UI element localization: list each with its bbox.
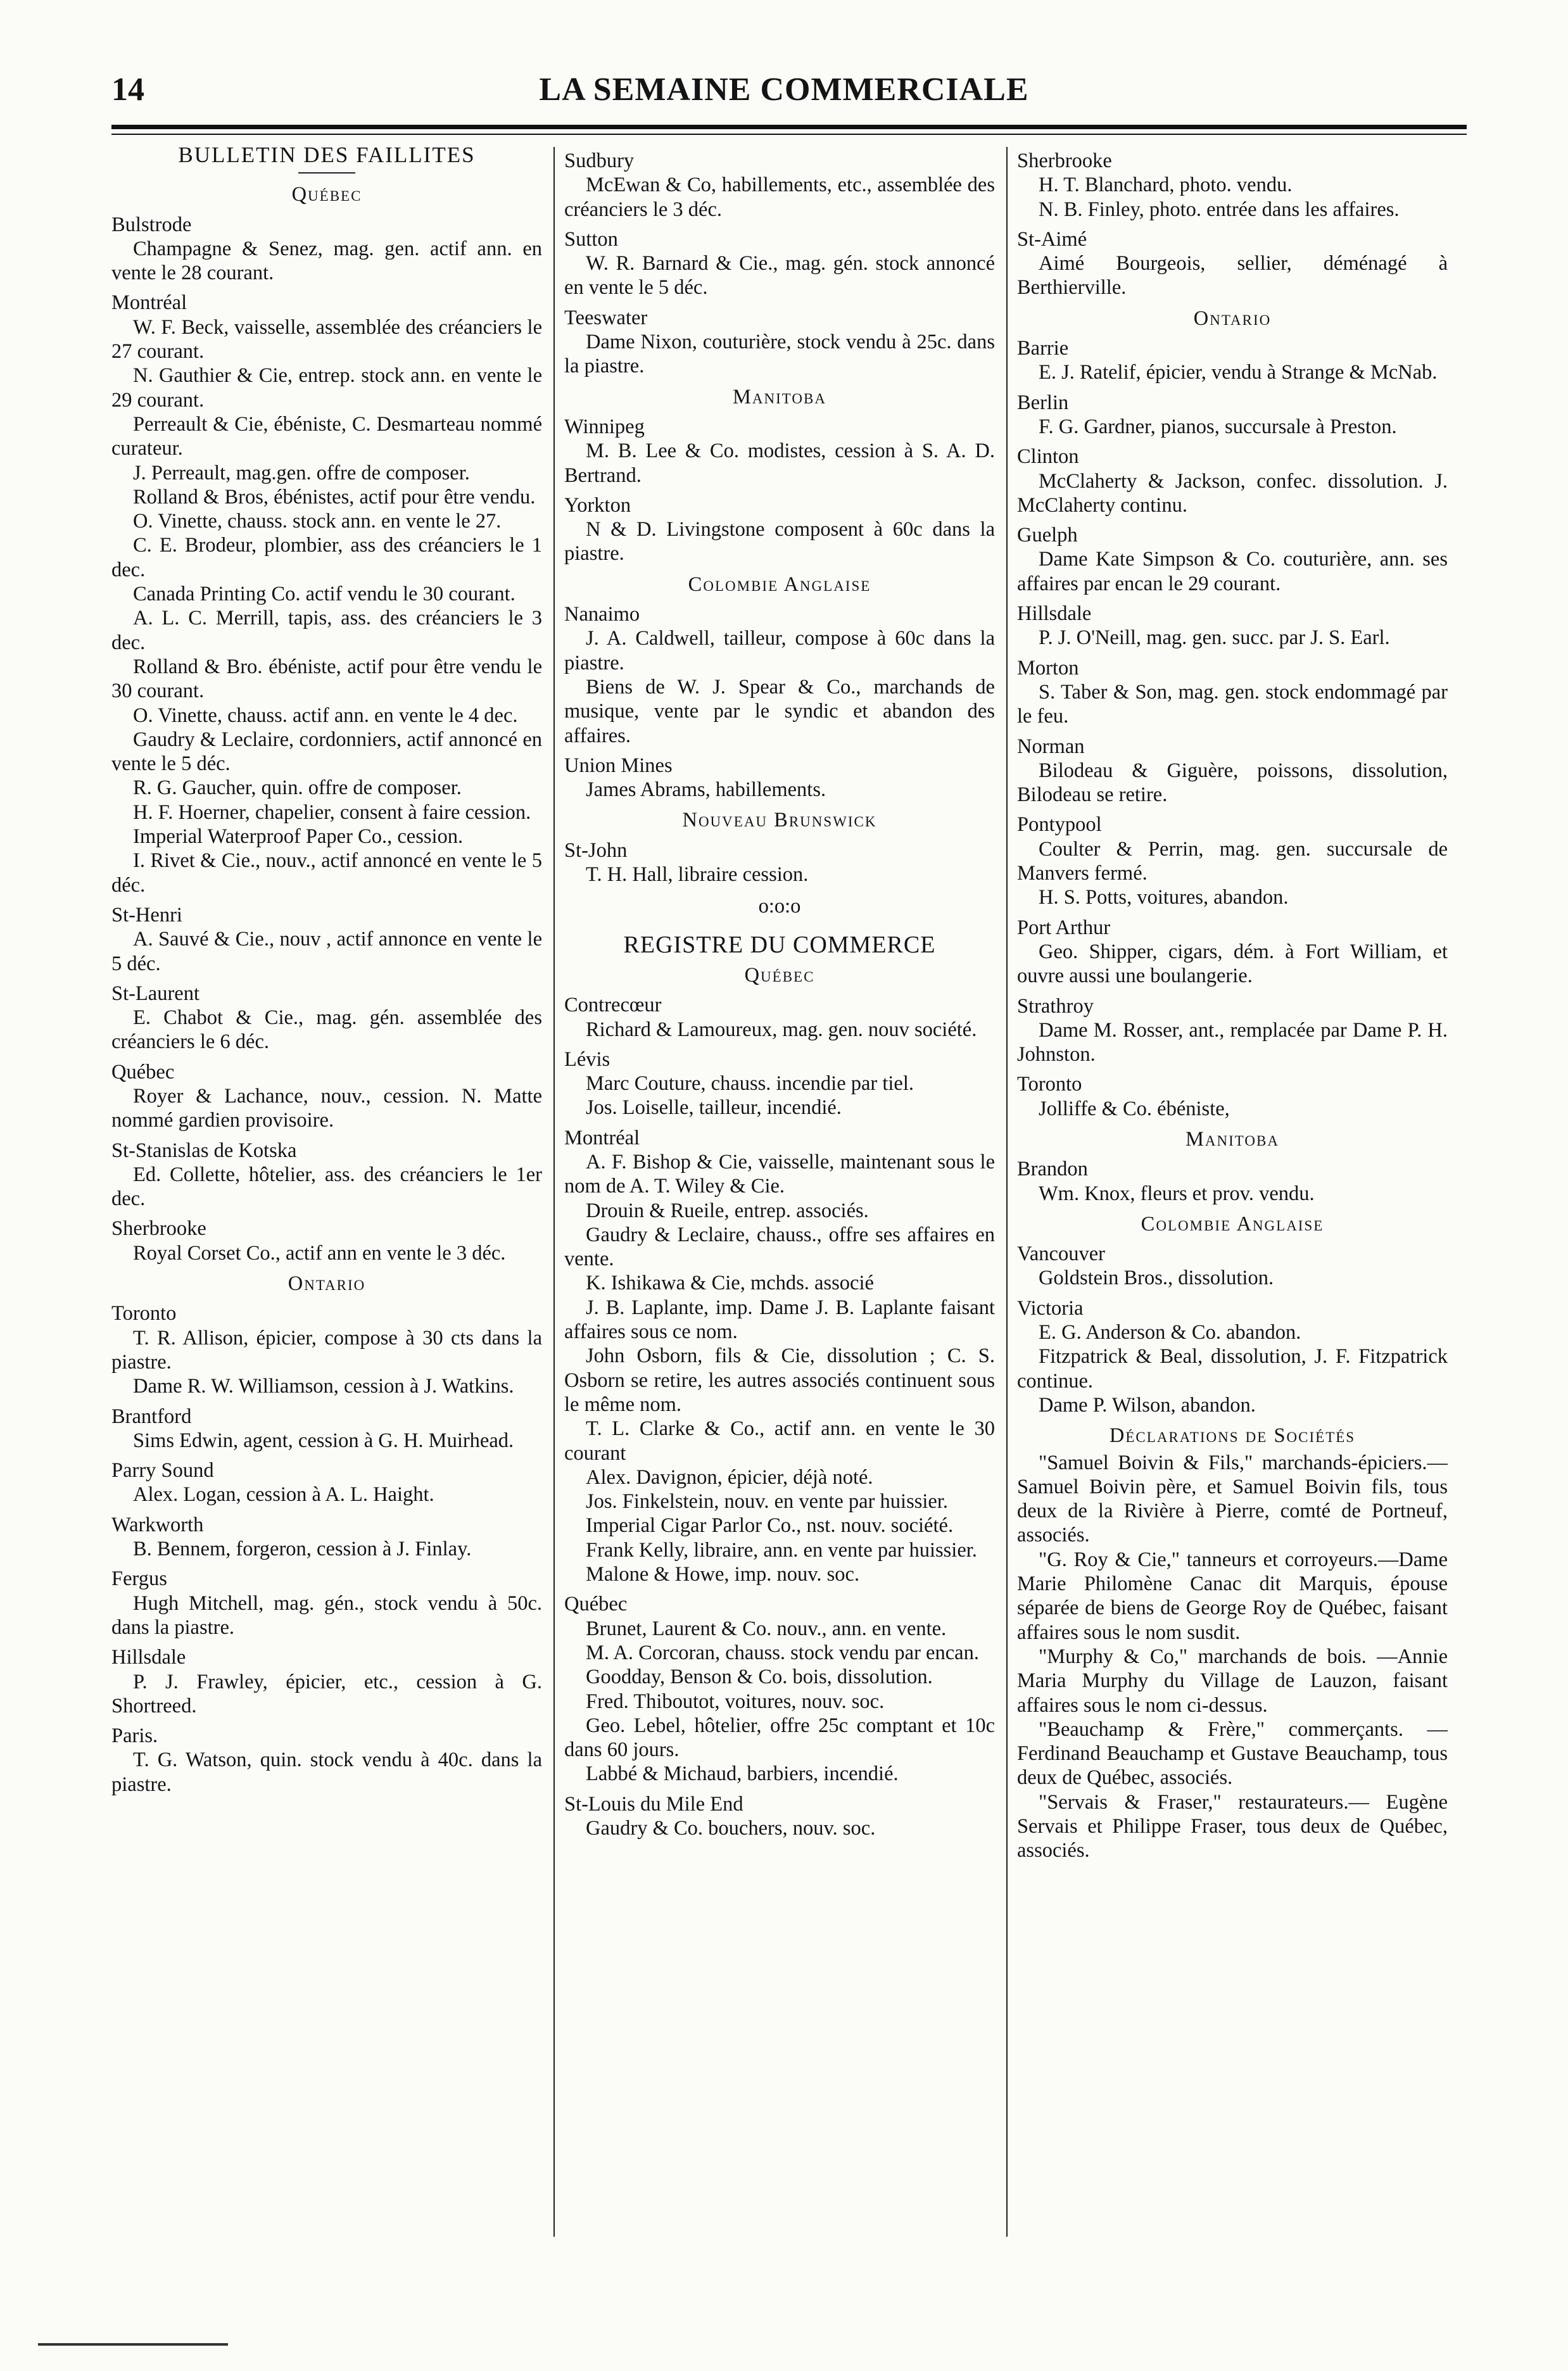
place-name: Port Arthur bbox=[1017, 916, 1111, 939]
listing-entry: W. R. Barnard & Cie., mag. gén. stock annoncé en vente le 5 déc. bbox=[564, 252, 995, 300]
listing-entry: Royal Corset Co., actif ann en vente le 3 déc. bbox=[133, 1241, 506, 1265]
place-name: Bulstrode bbox=[111, 213, 192, 236]
header-thick-rule bbox=[111, 125, 1467, 129]
place-name: Norman bbox=[1017, 735, 1085, 758]
page-number: 14 bbox=[111, 72, 144, 108]
section-heading: Colombie Anglaise bbox=[688, 572, 871, 596]
listing-entry: W. F. Beck, vaisselle, assemblée des créanciers le 27 courant. bbox=[111, 315, 542, 364]
header-thin-rule bbox=[111, 134, 1467, 135]
listing-entry: A. F. Bishop & Cie, vaisselle, maintenant sous le nom de A. T. Wiley & Cie. bbox=[564, 1150, 995, 1198]
listing-entry: F. G. Gardner, pianos, succursale à Preston. bbox=[1039, 415, 1397, 438]
listing-entry: "Beauchamp & Frère," commerçants. —Ferdinand Beauchamp et Gustave Beauchamp, tous deux de Québec, associés. bbox=[1017, 1717, 1448, 1790]
listing-entry: A. Sauvé & Cie., nouv , actif annonce en vente le 5 déc. bbox=[111, 928, 542, 975]
listing-entry: T. L. Clarke & Co., actif ann. en vente le 30 courant bbox=[564, 1417, 995, 1465]
listing-entry: Fred. Thiboutot, voitures, nouv. soc. bbox=[586, 1690, 885, 1713]
listing-entry: N & D. Livingstone composent à 60c dans la piastre. bbox=[564, 518, 995, 566]
listing-entry: P. J. O'Neill, mag. gen. succ. par J. S. Earl. bbox=[1039, 626, 1390, 650]
listing-entry: Canada Printing Co. actif vendu le 30 courant. bbox=[133, 583, 515, 606]
place-name: St-John bbox=[564, 838, 628, 862]
place-name: St-Henri bbox=[111, 903, 182, 926]
section-heading: Québec bbox=[744, 963, 815, 987]
column-right bbox=[1017, 143, 1448, 2246]
listing-entry: Imperial Cigar Parlor Co., nst. nouv. société. bbox=[586, 1514, 954, 1538]
place-name: Sudbury bbox=[564, 149, 635, 172]
listing-entry: Gaudry & Leclaire, cordonniers, actif annoncé en vente le 5 déc. bbox=[111, 728, 542, 776]
listing-entry: Richard & Lamoureux, mag. gen. nouv société. bbox=[586, 1018, 977, 1041]
listing-entry: Champagne & Senez, mag. gen. actif ann. en vente le 28 courant. bbox=[111, 237, 542, 285]
listing-entry: A. L. C. Merrill, tapis, ass. des créanciers le 3 dec. bbox=[111, 607, 542, 654]
listing-entry: Imperial Waterproof Paper Co., cession. bbox=[133, 825, 464, 849]
listing-entry: Rolland & Bro. ébéniste, actif pour être vendu le 30 courant. bbox=[111, 655, 542, 703]
ornament: o:o:o bbox=[758, 895, 801, 918]
listing-entry: O. Vinette, chauss. actif ann. en vente le 4 dec. bbox=[133, 704, 518, 727]
place-name: Yorkton bbox=[564, 493, 631, 517]
listing-entry: Perreault & Cie, ébéniste, C. Desmarteau nommé curateur. bbox=[111, 412, 542, 460]
listing-entry: E. Chabot & Cie., mag. gén. assemblée des créanciers le 6 déc. bbox=[111, 1006, 542, 1054]
newspaper-columns bbox=[111, 143, 1467, 2246]
listing-entry: Geo. Lebel, hôtelier, offre 25c comptant et 10c dans 60 jours. bbox=[564, 1714, 995, 1762]
listing-entry: Royer & Lachance, nouv., cession. N. Matte nommé gardien provisoire. bbox=[111, 1084, 542, 1132]
listing-entry: Goldstein Bros., dissolution. bbox=[1039, 1267, 1274, 1290]
section-heading: Ontario bbox=[1193, 307, 1272, 330]
place-name: St-Aimé bbox=[1017, 227, 1087, 251]
listing-entry: Geo. Shipper, cigars, dém. à Fort William, et ouvre aussi une boulangerie. bbox=[1017, 940, 1448, 988]
listing-entry: "Murphy & Co," marchands de bois. —Annie Maria Murphy du Village de Lauzon, faisant affaires sous le nom ci-dessus. bbox=[1017, 1645, 1448, 1717]
section-heading: Déclarations de Sociétés bbox=[1109, 1424, 1356, 1448]
listing-entry: M. A. Corcoran, chauss. stock vendu par encan. bbox=[586, 1641, 979, 1664]
place-name: Contrecœur bbox=[564, 994, 662, 1017]
place-name: Paris. bbox=[111, 1724, 158, 1748]
listing-entry: R. G. Gaucher, quin. offre de composer. bbox=[133, 776, 462, 800]
column-middle bbox=[564, 143, 995, 2246]
section-heading: Manitoba bbox=[1185, 1127, 1279, 1151]
listing-entry: McClaherty & Jackson, confec. dissolution. J. McClaherty continu. bbox=[1017, 469, 1448, 517]
listing-entry: Alex. Logan, cession à A. L. Haight. bbox=[133, 1483, 434, 1507]
listing-entry: Dame Kate Simpson & Co. couturière, ann. ses affaires par encan le 29 courant. bbox=[1017, 548, 1448, 595]
section-heading: Colombie Anglaise bbox=[1141, 1212, 1324, 1236]
place-name: Québec bbox=[564, 1593, 628, 1616]
section-heading: Manitoba bbox=[733, 385, 826, 408]
place-name: Sherbrooke bbox=[1017, 149, 1112, 172]
listing-entry: Goodday, Benson & Co. bois, dissolution. bbox=[586, 1666, 933, 1689]
listing-entry: Aimé Bourgeois, sellier, déménagé à Berthierville. bbox=[1017, 252, 1448, 300]
listing-entry: J. A. Caldwell, tailleur, compose à 60c dans la piastre. bbox=[564, 627, 995, 674]
column-divider bbox=[1006, 147, 1008, 2237]
place-name: Nanaimo bbox=[564, 603, 640, 626]
listing-entry: Brunet, Laurent & Co. nouv., ann. en vente. bbox=[586, 1617, 947, 1640]
place-name: Clinton bbox=[1017, 445, 1079, 469]
footer-rule bbox=[38, 2343, 228, 2346]
listing-entry: J. Perreault, mag.gen. offre de composer. bbox=[133, 461, 470, 484]
listing-entry: Frank Kelly, libraire, ann. en vente par huissier. bbox=[586, 1538, 977, 1562]
column-divider bbox=[553, 147, 555, 2237]
listing-entry: H. S. Potts, voitures, abandon. bbox=[1039, 886, 1289, 909]
listing-entry: Jolliffe & Co. ébéniste, bbox=[1039, 1097, 1230, 1120]
listing-entry: Rolland & Bros, ébénistes, actif pour être vendu. bbox=[133, 485, 536, 509]
listing-entry: Sims Edwin, agent, cession à G. H. Muirhead. bbox=[133, 1429, 514, 1452]
place-name: St-Louis du Mile End bbox=[564, 1792, 743, 1816]
place-name: Toronto bbox=[1017, 1073, 1082, 1096]
listing-entry: O. Vinette, chauss. stock ann. en vente le 27. bbox=[133, 510, 502, 533]
listing-entry: "G. Roy & Cie," tanneurs et corroyeurs.—Dame Marie Philomène Canac dit Marquis, épouse séparée de biens de George Roy de Québec, faisant affaires sous le nom susdit. bbox=[1017, 1548, 1448, 1644]
section-heading: Nouveau Brunswick bbox=[682, 809, 877, 832]
listing-entry: T. H. Hall, libraire cession. bbox=[586, 863, 809, 887]
section-title: REGISTRE DU COMMERCE bbox=[623, 931, 936, 958]
listing-entry: John Osborn, fils & Cie, dissolution ; C. S. Osborn se retire, les autres associés continuent sous le même nom. bbox=[564, 1344, 995, 1416]
place-name: Sutton bbox=[564, 227, 618, 251]
place-name: Winnipeg bbox=[564, 415, 645, 438]
place-name: Morton bbox=[1017, 656, 1079, 680]
place-name: Barrie bbox=[1017, 337, 1069, 360]
listing-entry: H. T. Blanchard, photo. vendu. bbox=[1039, 174, 1293, 197]
listing-entry: Gaudry & Co. bouchers, nouv. soc. bbox=[586, 1817, 876, 1840]
listing-entry: Marc Couture, chauss. incendie par tiel. bbox=[586, 1072, 914, 1096]
listing-entry: P. J. Frawley, épicier, etc., cession à G. Shortreed. bbox=[111, 1670, 542, 1717]
listing-entry: Bilodeau & Giguère, poissons, dissolution, Bilodeau se retire. bbox=[1017, 759, 1448, 807]
listing-entry: Hugh Mitchell, mag. gén., stock vendu à 50c. dans la piastre. bbox=[111, 1591, 542, 1639]
listing-entry: McEwan & Co, habillements, etc., assemblée des créanciers le 3 déc. bbox=[564, 174, 995, 221]
listing-entry: H. F. Hoerner, chapelier, consent à faire cession. bbox=[133, 800, 531, 824]
section-heading: Ontario bbox=[288, 1272, 366, 1296]
listing-entry: K. Ishikawa & Cie, mchds. associé bbox=[586, 1272, 874, 1295]
listing-entry: T. R. Allison, épicier, compose à 30 cts dans la piastre. bbox=[111, 1326, 542, 1374]
journal-title: LA SEMAINE COMMERCIALE bbox=[539, 72, 1029, 108]
listing-entry: Dame P. Wilson, abandon. bbox=[1039, 1393, 1256, 1417]
listing-entry: Malone & Howe, imp. nouv. soc. bbox=[586, 1563, 860, 1586]
place-name: Vancouver bbox=[1017, 1242, 1105, 1266]
place-name: Hillsdale bbox=[1017, 602, 1092, 626]
place-name: Victoria bbox=[1017, 1296, 1084, 1320]
place-name: Lévis bbox=[564, 1047, 610, 1071]
page-header bbox=[0, 0, 1568, 133]
place-name: Fergus bbox=[111, 1567, 167, 1591]
listing-entry: N. B. Finley, photo. entrée dans les affaires. bbox=[1039, 198, 1400, 221]
place-name: Montréal bbox=[564, 1126, 640, 1149]
listing-entry: Coulter & Perrin, mag. gen. succursale de Manvers fermé. bbox=[1017, 837, 1448, 885]
place-name: Strathroy bbox=[1017, 994, 1094, 1018]
listing-entry: Wm. Knox, fleurs et prov. vendu. bbox=[1039, 1182, 1315, 1205]
listing-entry: Labbé & Michaud, barbiers, incendié. bbox=[586, 1762, 899, 1786]
place-name: Teeswater bbox=[564, 306, 648, 329]
place-name: Toronto bbox=[111, 1302, 177, 1325]
place-name: St-Stanislas de Kotska bbox=[111, 1139, 297, 1162]
listing-entry: N. Gauthier & Cie, entrep. stock ann. en vente le 29 courant. bbox=[111, 364, 542, 412]
listing-entry: Dame R. W. Williamson, cession à J. Watkins. bbox=[133, 1375, 514, 1398]
place-name: Berlin bbox=[1017, 391, 1069, 414]
listing-entry: Dame Nixon, couturière, stock vendu à 25c. dans la piastre. bbox=[564, 331, 995, 378]
listing-entry: "Samuel Boivin & Fils," marchands-épiciers.—Samuel Boivin père, et Samuel Boivin fils, tous deux de la Rivière à Pierre, comté de Portneuf, associés. bbox=[1017, 1451, 1448, 1547]
listing-entry: M. B. Lee & Co. modistes, cession à S. A. D. Bertrand. bbox=[564, 439, 995, 487]
listing-entry: "Servais & Fraser," restaurateurs.— Eugène Servais et Philippe Fraser, tous deux de Québec, associés. bbox=[1017, 1790, 1448, 1862]
listing-entry: C. E. Brodeur, plombier, ass des créanciers le 1 dec. bbox=[111, 534, 542, 581]
column-title: BULLETIN DES FAILLITES bbox=[178, 143, 476, 167]
listing-entry: I. Rivet & Cie., nouv., actif annoncé en vente le 5 déc. bbox=[111, 849, 542, 897]
place-name: St-Laurent bbox=[111, 982, 199, 1005]
place-name: Hillsdale bbox=[111, 1646, 186, 1669]
listing-entry: E. G. Anderson & Co. abandon. bbox=[1039, 1321, 1301, 1344]
column-left bbox=[111, 143, 542, 2246]
place-name: Pontypool bbox=[1017, 813, 1102, 837]
place-name: Union Mines bbox=[564, 754, 673, 777]
listing-entry: Fitzpatrick & Beal, dissolution, J. F. Fitzpatrick continue. bbox=[1017, 1345, 1448, 1393]
place-name: Guelph bbox=[1017, 524, 1078, 547]
place-name: Montréal bbox=[111, 291, 187, 315]
place-name: Warkworth bbox=[111, 1513, 204, 1536]
place-name: Parry Sound bbox=[111, 1459, 214, 1483]
listing-entry: S. Taber & Son, mag. gen. stock endommagé par le feu. bbox=[1017, 680, 1448, 728]
listing-entry: Jos. Finkelstein, nouv. en vente par huissier. bbox=[586, 1490, 948, 1514]
listing-entry: Jos. Loiselle, tailleur, incendié. bbox=[586, 1096, 842, 1120]
listing-entry: Alex. Davignon, épicier, déjà noté. bbox=[586, 1465, 873, 1489]
short-rule bbox=[298, 172, 355, 174]
place-name: Brandon bbox=[1017, 1158, 1088, 1181]
section-heading: Québec bbox=[291, 183, 362, 206]
listing-entry: Drouin & Rueile, entrep. associés. bbox=[586, 1199, 869, 1222]
place-name: Sherbrooke bbox=[111, 1217, 206, 1241]
listing-entry: B. Bennem, forgeron, cession à J. Finlay. bbox=[133, 1538, 472, 1561]
listing-entry: J. B. Laplante, imp. Dame J. B. Laplante faisant affaires sous ce nom. bbox=[564, 1296, 995, 1344]
listing-entry: Ed. Collette, hôtelier, ass. des créanciers le 1er dec. bbox=[111, 1163, 542, 1211]
listing-entry: James Abrams, habillements. bbox=[586, 778, 826, 802]
place-name: Brantford bbox=[111, 1405, 192, 1428]
listing-entry: E. J. Ratelif, épicier, vendu à Strange & McNab. bbox=[1039, 361, 1438, 384]
listing-entry: T. G. Watson, quin. stock vendu à 40c. dans la piastre. bbox=[111, 1748, 542, 1796]
listing-entry: Gaudry & Leclaire, chauss., offre ses affaires en vente. bbox=[564, 1223, 995, 1271]
listing-entry: Biens de W. J. Spear & Co., marchands de musique, vente par le syndic et abandon des affaires. bbox=[564, 675, 995, 747]
place-name: Québec bbox=[111, 1060, 175, 1084]
listing-entry: Dame M. Rosser, ant., remplacée par Dame P. H. Johnston. bbox=[1017, 1018, 1448, 1066]
